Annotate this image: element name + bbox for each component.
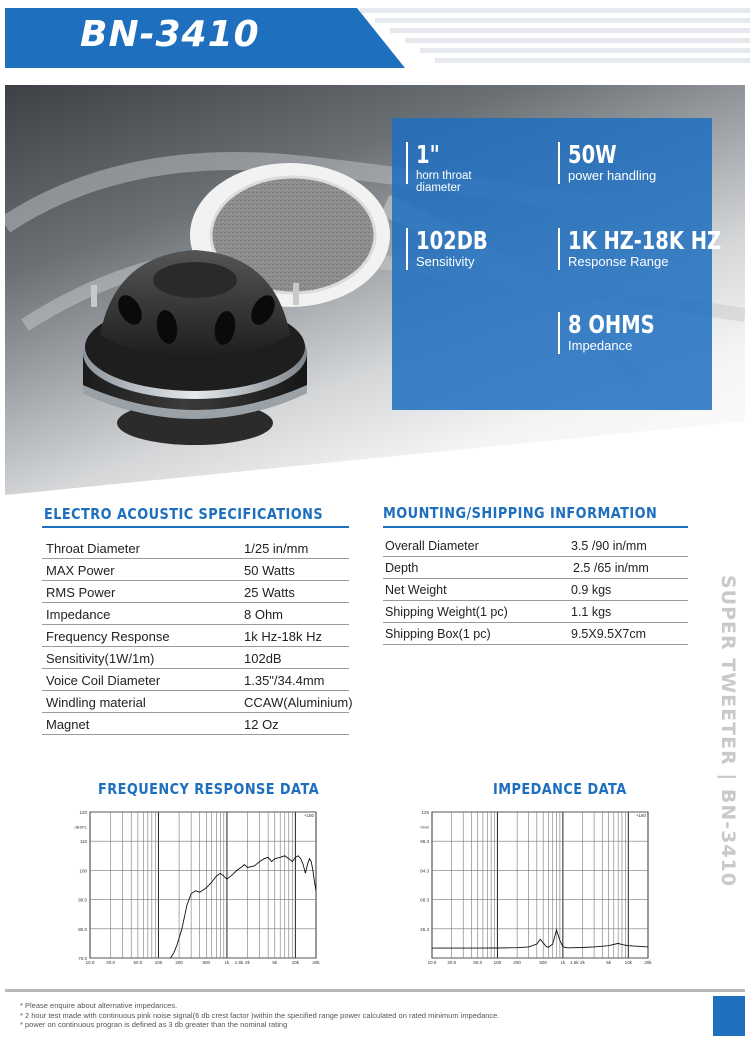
mounting-info-table [383,535,688,647]
table-row [42,559,349,581]
x-tick-label: 50.0 [133,960,143,965]
y-unit-label: dBSPL [74,824,87,830]
spec-name: Frequency Response [46,629,170,644]
product-title: BN-3410 [80,14,260,55]
x-tick-label: 1.5k [234,960,244,965]
x-tick-label: 100 [154,960,163,965]
spec-label: Sensitivity [416,254,475,269]
spec-name: MAX Power [46,563,115,578]
mounting-info-rule [383,526,688,528]
info-name: Net Weight [385,583,447,597]
header [0,0,750,70]
table-row [42,603,349,625]
table-row [383,535,688,557]
x-tick-label: 20k [312,960,320,965]
x-tick-label: 2k [580,960,585,965]
info-value: 9.5X9.5X7cm [571,627,647,641]
x-tick-label: 500 [539,960,547,965]
x-tick-label: 20k [644,960,652,965]
spec-name: Sensitivity(1W/1m) [46,651,155,666]
impedance-chart-title: IMPEDANCE DATA [493,780,627,798]
corner-label: +180 [303,813,314,818]
spec-value: 1.35"/34.4mm [244,673,325,688]
x-tick-label: 50.0 [473,960,483,965]
spec-label: power handling [568,168,657,183]
info-value: 0.9 kgs [571,583,612,597]
spec-label-line: horn throat [416,170,472,182]
spec-name: Impedance [46,607,111,622]
header-stripe [405,38,750,43]
spec-highlights-panel [392,118,722,410]
table-row [42,691,353,713]
spec-value: 102dB [244,651,282,666]
spec-name: Magnet [46,717,90,732]
spec-name: Throat Diameter [46,541,140,556]
x-tick-label: 200 [513,960,521,965]
frequency-chart-title: FREQUENCY RESPONSE DATA [98,780,320,798]
x-tick-label: 5k [272,960,278,965]
info-name: Overall Diameter [385,539,479,553]
spec-value: 50 Watts [244,563,295,578]
x-tick-label: 10.0 [85,960,95,965]
spec-value: 1/25 in/mm [244,541,309,556]
y-tick-label: 84.3 [420,868,429,874]
x-tick-label: 20.0 [106,960,115,965]
spec-value: 1k Hz-18k Hz [244,629,323,644]
spec-value: 1" [416,140,440,169]
spec-value: 25 Watts [244,585,295,600]
y-tick-label: 99.3 [420,839,429,845]
x-tick-label: 100 [493,960,502,965]
mounting-info-title: MOUNTING/SHIPPING INFORMATION [383,504,658,522]
y-tick-label: 80.0 [78,926,87,932]
y-tick-label: 68.3 [420,897,429,903]
x-tick-label: 5k [606,960,611,965]
info-name: Depth [385,561,419,575]
footnote: * Please enquire about alternative impedances. [20,1001,178,1010]
y-tick-label: 90.0 [78,897,87,903]
side-label [713,575,739,888]
header-stripe [420,48,750,53]
info-value: 2.5 /65 in/mm [573,561,649,575]
footnotes [20,1001,499,1030]
y-unit-label: Ohm [420,824,429,830]
spec-divider [406,142,408,184]
spec-label: Impedance [568,338,633,353]
table-row [383,579,688,601]
footnote: * 2 hour test made with continuous pink noise signal(6 db crest factor )within the specified range power calculated on rated minimum impedance. [20,1010,500,1020]
x-tick-label: 10.0 [427,960,437,965]
electro-specs-title: ELECTRO ACOUSTIC SPECIFICATIONS [44,505,324,523]
spec-label [416,170,472,194]
info-name: Shipping Weight(1 pc) [385,605,508,619]
spec-divider [558,312,560,354]
table-row [42,625,349,647]
x-tick-label: 200 [175,960,183,965]
x-tick-label: 10k [624,960,632,965]
spec-value: 8 Ohm [244,607,284,622]
spec-label: Response Range [568,254,669,269]
table-row [42,537,349,559]
spec-label-line: diameter [416,182,461,194]
header-stripe [375,18,750,23]
impedance-chart [404,806,654,972]
y-tick-label: 120 [79,810,87,815]
footer-rule [5,989,745,992]
info-value: 1.1 kgs [571,605,612,619]
x-tick-label: 20.0 [447,960,457,965]
x-tick-label: 1.5k [570,960,579,965]
corner-label: +180 [635,813,646,818]
x-tick-label: 2k [245,960,250,965]
table-row [42,647,349,669]
table-row [383,623,688,645]
spec-divider [558,228,560,270]
header-stripe [390,28,750,33]
plot-area [432,812,648,958]
table-row [42,713,349,735]
corner-accent [713,996,745,1036]
header-stripe [360,8,750,13]
y-tick-label: 100 [79,868,87,874]
spec-name: RMS Power [46,585,116,600]
electro-specs-table [42,537,353,737]
electro-specs-rule [42,526,349,528]
spec-value: 50W [568,140,617,169]
y-tick-label: 110 [79,839,87,845]
header-stripe [435,58,750,63]
spec-divider [406,228,408,270]
footnote: * power on continuous progran is defined as 3 db greater than the nominal rating [20,1020,288,1029]
side-label-text: SUPER TWEETER | BN-3410 [717,575,739,888]
spec-value: 1K HZ-18K HZ [568,226,722,255]
spec-value: 8 OHMS [568,310,655,339]
info-value: 3.5 /90 in/mm [571,539,647,553]
table-row [383,557,688,579]
y-tick-label: 26.3 [420,926,429,932]
spec-value: 12 Oz [244,717,279,732]
spec-name: Windling material [46,695,146,710]
spec-value: CCAW(Aluminium) [244,695,353,710]
spec-name: Voice Coil Diameter [46,673,161,688]
table-row [42,581,349,603]
table-row [42,669,349,691]
spec-divider [558,142,560,184]
frequency-response-chart [62,806,322,972]
spec-value: 102DB [416,226,488,255]
x-tick-label: 10k [291,960,300,965]
table-row [383,601,688,623]
plot-area [90,812,316,958]
x-tick-label: 1k [224,960,230,965]
x-tick-label: 500 [202,960,211,965]
info-name: Shipping Box(1 pc) [385,627,491,641]
y-tick-label: 70.0 [78,956,87,961]
y-tick-label: 125 [421,810,429,815]
x-tick-label: 1k [560,960,566,965]
